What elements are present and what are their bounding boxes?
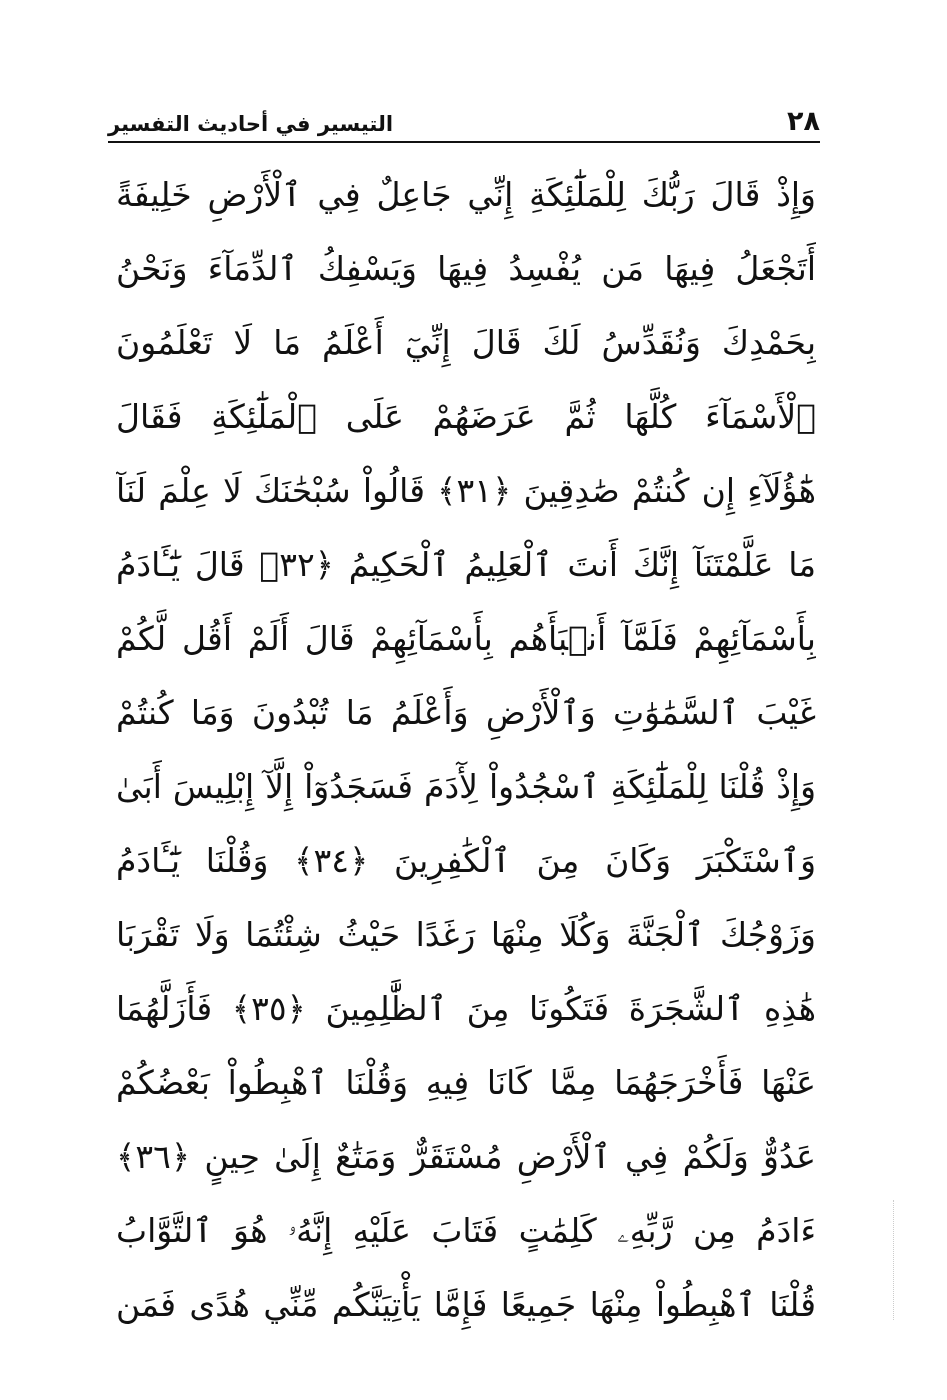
text-line-content: غَيْبَ ٱلسَّمَٰوَٰتِ وَٱلْأَرْضِ وَأَعْلَمُ مَا تُبْدُونَ وَمَا كُنتُمْ	[116, 693, 816, 732]
text-line-content: مَا عَلَّمْتَنَآ إِنَّكَ أَنتَ ٱلْعَلِيمُ ٱلْحَكِيمُ ﴿٣٢﴾ قَالَ يَٰٓـَٔادَمُ	[116, 545, 816, 584]
scan-margin-mark	[893, 1200, 895, 1320]
text-line	[116, 602, 816, 676]
text-line-content: وَإِذْ قَالَ رَبُّكَ لِلْمَلَٰٓئِكَةِ إِنِّي جَاعِلٌ فِي ٱلْأَرْضِ خَلِيفَةً	[116, 175, 816, 214]
page-number: ٢٨	[787, 106, 820, 137]
page-header	[108, 100, 820, 140]
text-line	[116, 454, 816, 528]
header-divider	[108, 141, 820, 143]
text-line	[116, 824, 816, 898]
quran-text-block	[116, 158, 816, 1342]
text-line	[116, 306, 816, 380]
text-line	[116, 898, 816, 972]
text-line-content: ءَادَمُ مِن رَّبِّهِۦ كَلِمَٰتٍ فَتَابَ عَلَيْهِ إِنَّهُۥ هُوَ ٱلتَّوَّابُ	[116, 1211, 816, 1250]
text-line	[116, 1120, 816, 1194]
text-line-content: أَتَجْعَلُ فِيهَا مَن يُفْسِدُ فِيهَا وَيَسْفِكُ ٱلدِّمَآءَ وَنَحْنُ	[116, 249, 816, 288]
text-line-content: وَإِذْ قُلْنَا لِلْمَلَٰٓئِكَةِ ٱسْجُدُواْ لِأٓدَمَ فَسَجَدُوٓاْ إِلَّآ إِبْلِيسَ أَبَىٰ	[116, 767, 816, 806]
text-line	[116, 380, 816, 454]
text-line	[116, 158, 816, 232]
text-line-content: هَٰذِهِ ٱلشَّجَرَةَ فَتَكُونَا مِنَ ٱلظَّٰلِمِينَ ﴿٣٥﴾ فَأَزَلَّهُمَا	[116, 989, 816, 1028]
text-line-content: بِأَسْمَآئِهِمْ فَلَمَّآ أَنۢبَأَهُم بِأَسْمَآئِهِمْ قَالَ أَلَمْ أَقُل لَّكُمْ	[116, 619, 816, 658]
text-line-content: وَٱسْتَكْبَرَ وَكَانَ مِنَ ٱلْكَٰفِرِينَ ﴿٣٤﴾ وَقُلْنَا يَٰٓـَٔادَمُ	[116, 841, 816, 880]
text-line-content: عَدُوٌّ وَلَكُمْ فِي ٱلْأَرْضِ مُسْتَقَرٌّ وَمَتَٰعٌ إِلَىٰ حِينٍ ﴿٣٦﴾	[116, 1137, 816, 1176]
text-line-content: عَنْهَا فَأَخْرَجَهُمَا مِمَّا كَانَا فِيهِ وَقُلْنَا ٱهْبِطُواْ بَعْضُكُمْ	[116, 1063, 816, 1102]
text-line-content: قُلْنَا ٱهْبِطُواْ مِنْهَا جَمِيعًا فَإِمَّا يَأْتِيَنَّكُم مِّنِّي هُدًى فَمَن	[116, 1285, 816, 1324]
text-line-content: بِحَمْدِكَ وَنُقَدِّسُ لَكَ قَالَ إِنِّيٓ أَعْلَمُ مَا لَا تَعْلَمُونَ	[116, 323, 816, 362]
running-title: التيسير في أحاديث التفسير	[108, 112, 394, 136]
text-line	[116, 1268, 816, 1342]
text-line	[116, 1046, 816, 1120]
text-line	[116, 676, 816, 750]
text-line	[116, 972, 816, 1046]
text-line	[116, 1194, 816, 1268]
text-line-content: وَزَوْجُكَ ٱلْجَنَّةَ وَكُلَا مِنْهَا رَغَدًا حَيْثُ شِئْتُمَا وَلَا تَقْرَبَا	[116, 915, 816, 954]
text-line	[116, 528, 816, 602]
text-line	[116, 750, 816, 824]
text-line-content: هَٰٓؤُلَآءِ إِن كُنتُمْ صَٰدِقِينَ ﴿٣١﴾ قَالُواْ سُبْحَٰنَكَ لَا عِلْمَ لَنَآ	[116, 471, 816, 510]
text-line-content: ٱلْأَسْمَآءَ كُلَّهَا ثُمَّ عَرَضَهُمْ عَلَى ٱلْمَلَٰٓئِكَةِ فَقَالَ	[116, 397, 816, 436]
text-line	[116, 232, 816, 306]
